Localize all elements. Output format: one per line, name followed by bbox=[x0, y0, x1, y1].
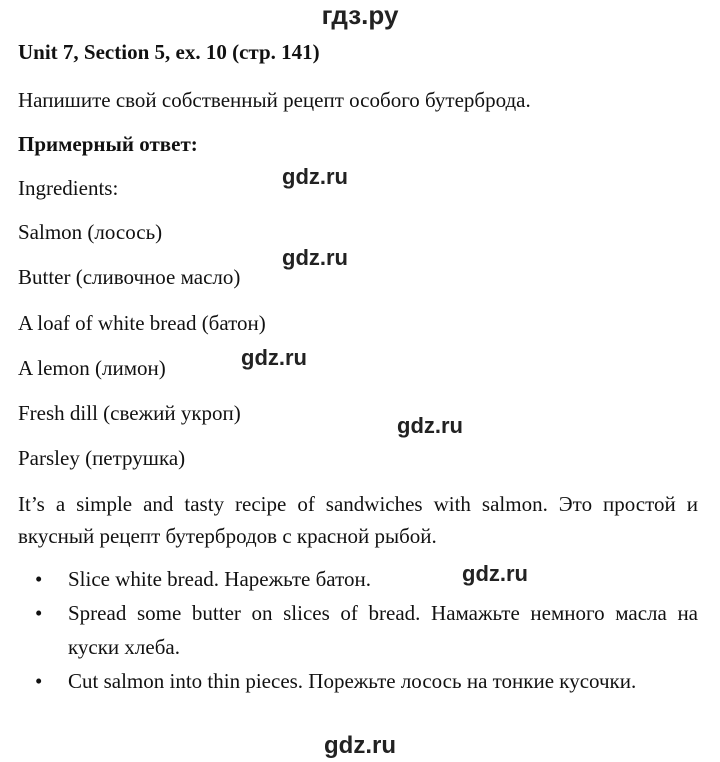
watermark: gdz.ru bbox=[241, 345, 307, 370]
task-text: Напишите свой собственный рецепт особого бутерброда. bbox=[18, 88, 531, 112]
steps-list bbox=[18, 562, 698, 698]
watermark: gdz.ru bbox=[282, 164, 348, 189]
bullet-icon: • bbox=[35, 601, 43, 625]
step-item bbox=[18, 562, 698, 596]
ingredient-item: Butter (сливочное масло) bbox=[18, 265, 241, 289]
step-text: Cut salmon into thin pieces. Порежьте лосось на тонкие кусочки. bbox=[68, 669, 637, 693]
ingredient-item: A loaf of white bread (батон) bbox=[18, 311, 266, 335]
ingredient-item: Fresh dill (свежий укроп) bbox=[18, 401, 241, 425]
bullet-icon: • bbox=[35, 567, 43, 591]
watermark: gdz.ru bbox=[462, 561, 528, 586]
step-item bbox=[18, 596, 698, 664]
ingredient-item: Parsley (петрушка) bbox=[18, 446, 186, 470]
watermark: gdz.ru bbox=[282, 245, 348, 270]
page-title: Unit 7, Section 5, ex. 10 (стр. 141) bbox=[18, 40, 320, 64]
watermark-footer: gdz.ru bbox=[324, 732, 396, 759]
ingredients-label: Ingredients: bbox=[18, 176, 119, 200]
step-text: Spread some butter on slices of bread. Намажьте немного масла на куски хлеба. bbox=[68, 601, 698, 659]
watermark-header: гдз.ру bbox=[321, 0, 399, 30]
answer-label: Примерный ответ: bbox=[18, 132, 198, 156]
bullet-icon: • bbox=[35, 669, 43, 693]
step-item bbox=[18, 664, 698, 698]
watermark: gdz.ru bbox=[397, 413, 463, 438]
ingredient-item: A lemon (лимон) bbox=[18, 356, 166, 380]
intro-paragraph: It’s a simple and tasty recipe of sandwiches with salmon. Это простой и вкусный рецепт бутербродов с красной рыбой. bbox=[18, 492, 698, 548]
ingredient-item: Salmon (лосось) bbox=[18, 220, 163, 244]
step-text: Slice white bread. Нарежьте батон. bbox=[68, 567, 371, 591]
